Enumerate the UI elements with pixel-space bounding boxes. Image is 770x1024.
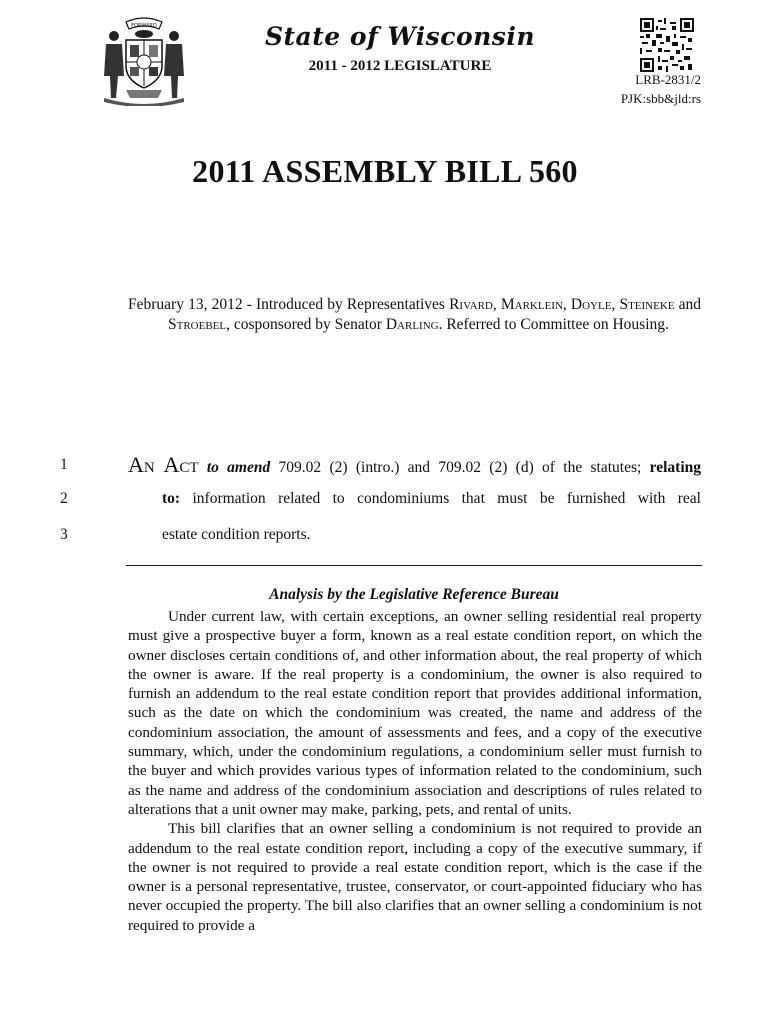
- section-divider: [126, 565, 702, 566]
- representative-name: Stroebel: [168, 316, 227, 333]
- analysis-body: [128, 607, 702, 935]
- cosponsor-text: , cosponsored by Senator: [226, 316, 386, 333]
- senator-name: Darling: [385, 316, 439, 333]
- intro-date-text: February 13, 2012 - Introduced by Representatives: [128, 296, 450, 313]
- analysis-paragraph: This bill clarifies that an owner selling a condominium is not required to provide an addendum to the real estate condition report, including a copy of the executive summary, if the owner is not required to provide a real estate condition report, which is the case if the owner is a personal representative, trustee, conservator, or court-appointed fiduciary who has never occupied the property. The bill also clarifies that an owner selling a condominium is not required to provide a: [128, 820, 702, 934]
- lrb-number: LRB-2831/2: [635, 72, 701, 87]
- relating-label: relating: [649, 459, 702, 476]
- act-line-2: [162, 490, 701, 508]
- separator: ,: [562, 296, 571, 313]
- separator: ,: [611, 296, 620, 313]
- analysis-paragraph: Under current law, with certain exceptions, an owner selling residential real property must give a prospective buyer a form, known as a real estate condition report, on which the owner discloses certain conditions of, and other information about, the real property of which the owner is aware. If the real property is a condominium, the owner is also required to furnish an addendum to the real estate condition report that provides additional information, such as the date on which the condominium was created, the name and address of the condominium association, the amount of assessments and fees, and a copy of the executive summary, which, under the condominium regulations, a condominium seller must furnish to the buyer and which provides various types of information related to the condominium, such as the name and address of the condominium association and descriptions of rules related to alterations that a unit owner may make, parking, pets, and rental of units.: [128, 608, 702, 818]
- representative-name: Doyle: [570, 296, 612, 313]
- conjunction: and: [674, 296, 702, 313]
- state-name-heading: State of Wisconsin: [264, 22, 536, 51]
- separator: ,: [492, 296, 501, 313]
- introduction-paragraph: [128, 295, 701, 335]
- qr-code-image: [640, 18, 694, 72]
- act-line-2-text: information related to condominiums that must be furnished with real: [180, 490, 701, 507]
- seal-motto: FORWARD: [131, 23, 157, 29]
- line-number: 2: [60, 490, 68, 507]
- act-line-3: estate condition reports.: [162, 526, 311, 543]
- line-number: 1: [60, 456, 68, 473]
- act-line-1: [128, 452, 701, 478]
- act-label: An Act: [128, 452, 199, 477]
- amend-text: 709.02 (2) (intro.) and 709.02 (2) (d) of the statutes;: [270, 459, 650, 476]
- drafter-code: PJK:sbb&jld:rs: [620, 91, 701, 106]
- state-seal-image: [96, 14, 192, 106]
- referral-text: . Referred to Committee on Housing.: [438, 316, 669, 333]
- representative-name: Steineke: [619, 296, 675, 313]
- analysis-heading: Analysis by the Legislative Reference Bureau: [269, 586, 559, 603]
- to-label: to:: [162, 490, 181, 507]
- line-number: 3: [60, 526, 68, 543]
- legislature-session: 2011 - 2012 LEGISLATURE: [308, 58, 492, 74]
- amend-label: to amend: [206, 459, 271, 476]
- representative-name: Rivard: [449, 296, 493, 313]
- bill-title: 2011 ASSEMBLY BILL 560: [192, 153, 578, 189]
- representative-name: Marklein: [500, 296, 563, 313]
